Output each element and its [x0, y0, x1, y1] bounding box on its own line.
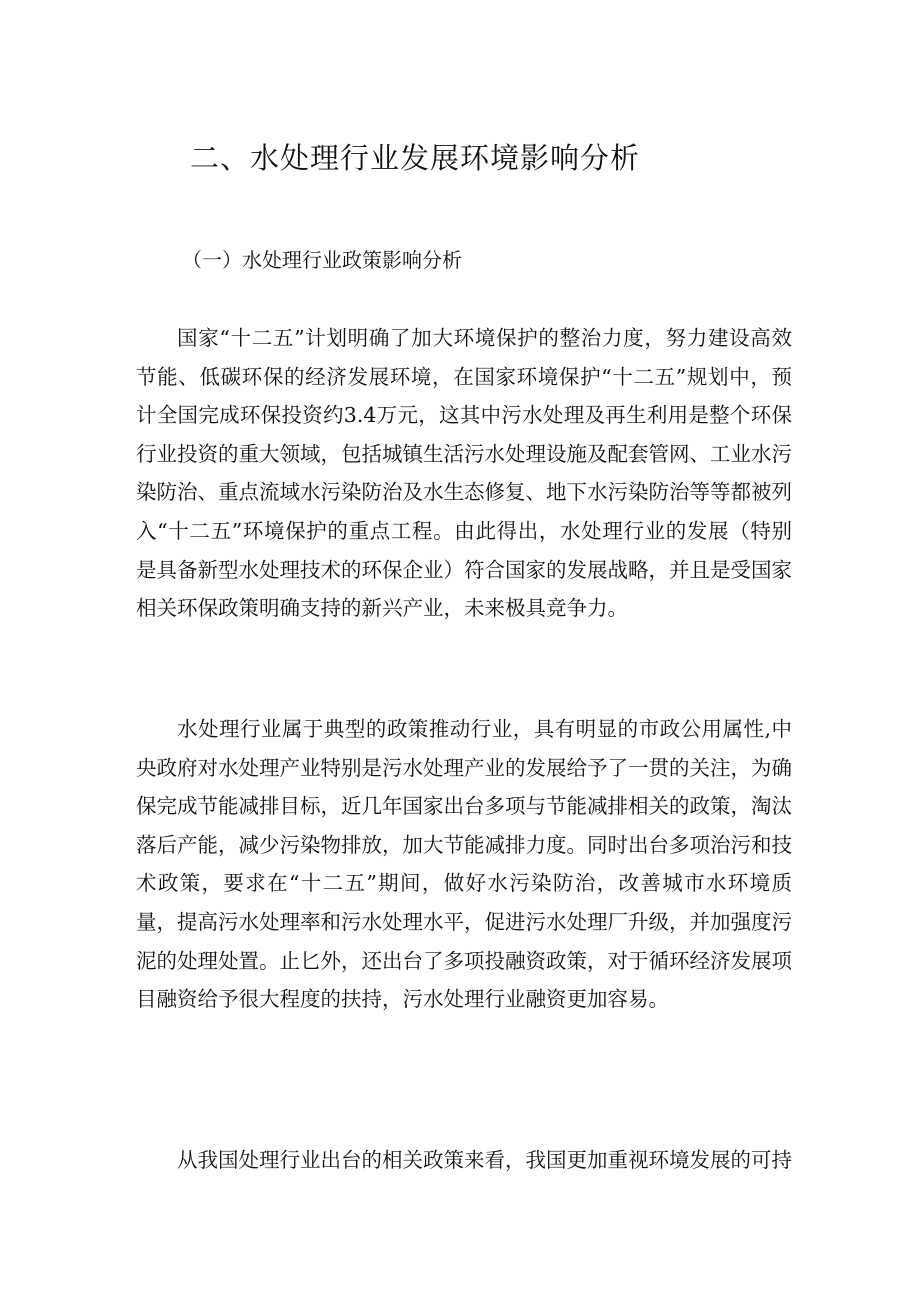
paragraph: 从我国处理行业出台的相关政策来看，我国更加重视环境发展的可持 — [177, 1148, 792, 1172]
paragraph: 国家“十二五”计划明确了加大环境保护的整治力度，努力建设高效节能、低碳环保的经济发展环境，在国家环境保护“十二五”规划中，预计全国完成环保投资约3.4万元，这其中污水处理及再生利用是整个环保行业投资的重大领域，包括城镇生活污水处理设施及配套管网、工业水污染防治、重点流域水污染防治及水生态修复、地下水污染防治等等都被列入“十二五”环境保护的重点工程。由此得出，水处理行业的发展（特别是具备新型水处理技术的环保企业）符合国家的发展战略，并且是受国家相关环保政策明确支持的新兴产业，未来极具竞争力。 — [136, 326, 792, 621]
subsection-heading: （一）水处理行业政策影响分析 — [182, 248, 462, 272]
section-heading: 二、水处理行业发展环境影响分析 — [190, 141, 641, 175]
paragraph: 水处理行业属于典型的政策推动行业，具有明显的市政公用属性,中央政府对水处理产业特别是污水处理产业的发展给予了一贯的关注，为确保完成节能减排目标，近几年国家出台多项与节能减排相关的政策，淘汰落后产能，减少污染物排放，加大节能减排力度。同时出台多项治污和技术政策，要求在“十二五”期间，做好水污染防治，改善城市水环境质量，提高污水处理率和污水处理水平，促进污水处理厂升级，并加强度污泥的处理处置。止匕外，还出台了多项投融资政策，对于循环经济发展项目融资给予很大程度的扶持，污水处理行业融资更加容易。 — [136, 717, 792, 1012]
